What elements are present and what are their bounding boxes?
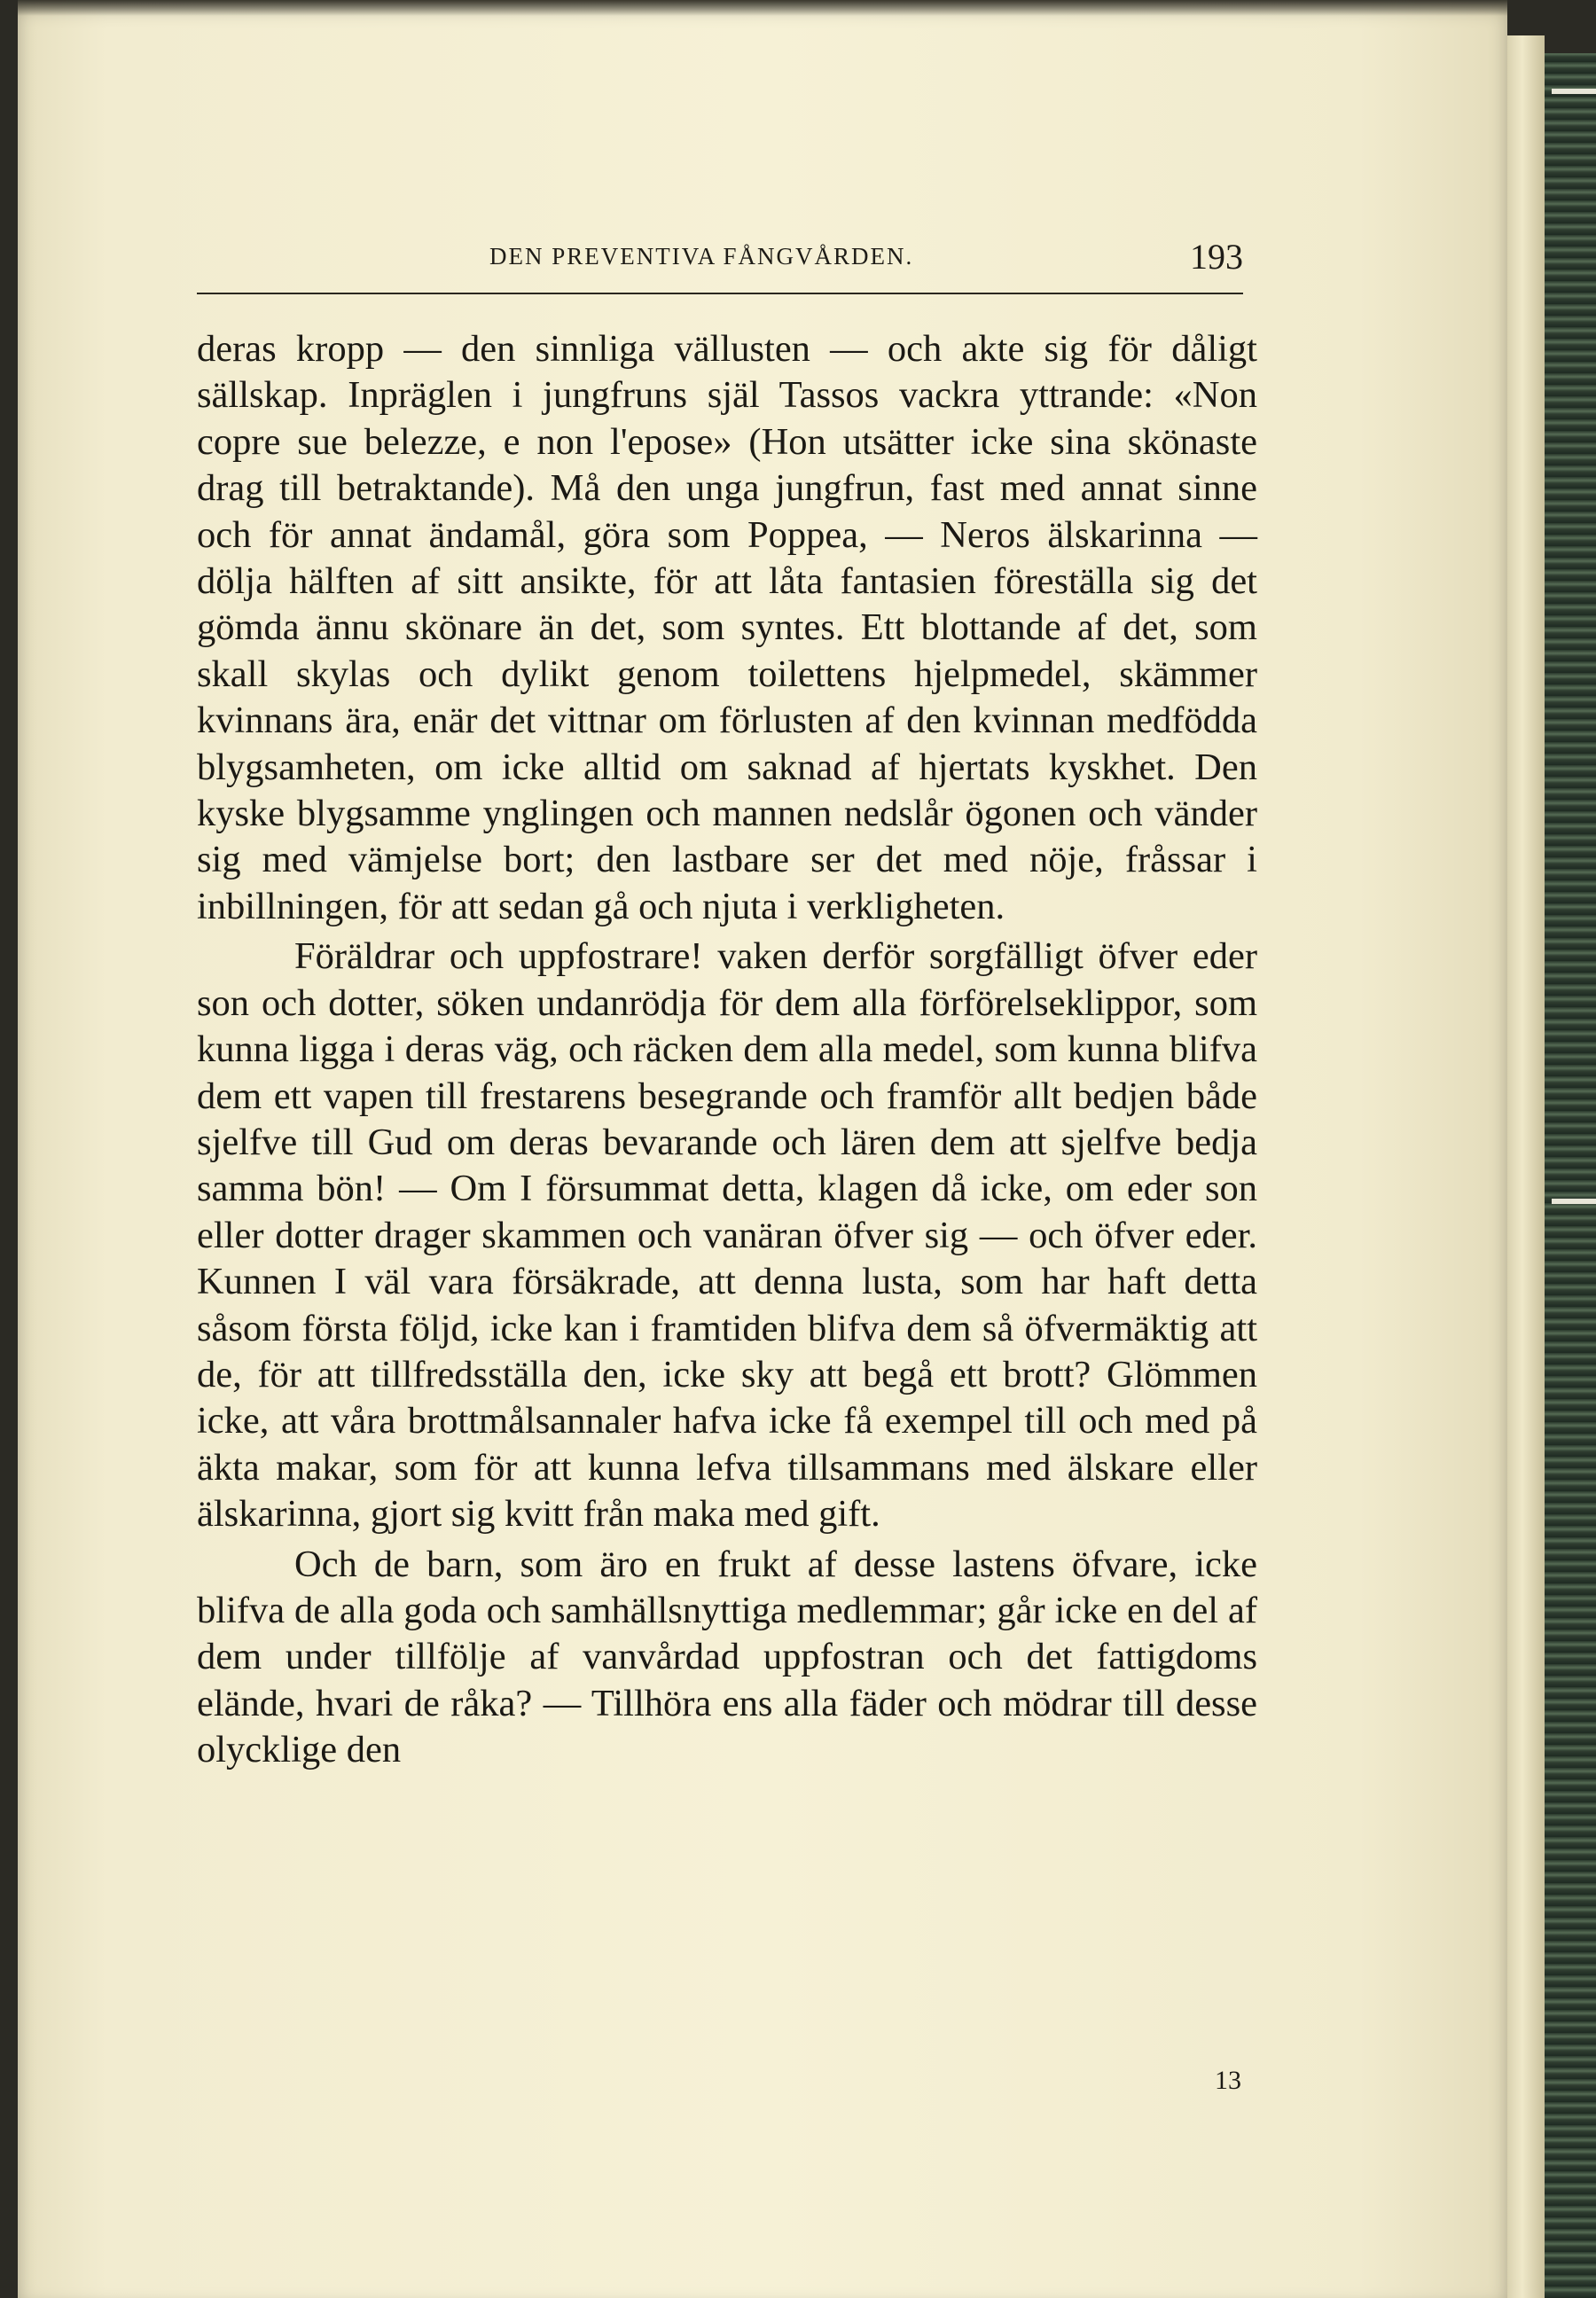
signature-mark: 13 — [1215, 2066, 1241, 2095]
page-number: 193 — [1190, 237, 1243, 277]
header-rule — [197, 293, 1243, 294]
binding-line — [1552, 1199, 1596, 1204]
book-binding — [1545, 53, 1596, 2298]
page-edge — [1507, 35, 1545, 2298]
binding-line — [1552, 89, 1596, 94]
page-top-shadow — [18, 0, 1507, 16]
paragraph: Och de barn, som äro en frukt af desse lastens öfvare, icke blifva de alla goda och samhällsnyttiga medlemmar; går icke en del af dem under tillfölje af vanvårdad uppfostran och det fattigdoms elände, hvari de råka? — Tillhöra ens alla fäder och mödrar till desse olycklige den — [197, 1543, 1257, 1771]
paragraph: Föräldrar och uppfostrare! vaken derför sorgfälligt öfver eder son och dotter, söken undanrödja för dem alla förförelseklippor, som kunna ligga i deras väg, och räcken dem alla medel, som kunna blifva dem ett vapen till frestarens besegrande och framför allt bedjen både sjelfve till Gud om deras bevarande och lären dem att sjelfve bedja samma bön! — Om I försummat detta, klagen då icke, om eder son eller dotter drager skammen och vanäran öfver sig — och öfver eder. Kunnen I väl vara försäkrade, att denna lusta, som har haft detta såsom första följd, icke kan i framtiden blifva dem så öfvermäktig att de, för att tillfredsställa den, icke sky att begå ett brott? Glömmen icke, att våra brottmålsannaler hafva icke få exempel till och med på äkta makar, som för att kunna lefva tillsammans med älskare eller älskarinna, gjort sig kvitt från maka med gift. — [197, 935, 1257, 1536]
page-header — [197, 239, 1243, 293]
body-text — [197, 326, 1257, 1774]
running-title: DEN PREVENTIVA FÅNGVÅRDEN. — [489, 243, 914, 270]
paragraph: deras kropp — den sinnliga vällusten — och akte sig för dåligt sällskap. Inpräglen i jungfruns själ Tassos vackra yttrande: «Non copre sue belezze, e non l'epose» (Hon utsätter icke sina skönaste drag till betraktande). Må den unga jungfrun, fast med annat sinne och för annat ändamål, göra som Poppea, — Neros älskarinna — dölja hälften af sitt ansikte, för att låta fantasien föreställa sig det gömda ännu skönare än det, som syntes. Ett blottande af det, som skall skylas och dylikt genom toilettens hjelpmedel, skämmer kvinnans ära, enär det vittnar om förlusten af den kvinnan medfödda blygsamheten, om icke alltid om saknad af hjertats kyskhet. Den kyske blygsamme ynglingen och mannen nedslår ögonen och vänder sig med vämjelse bort; den lastbare ser det med nöje, fråssar i inbillningen, för att sedan gå och njuta i verkligheten. — [197, 328, 1257, 927]
